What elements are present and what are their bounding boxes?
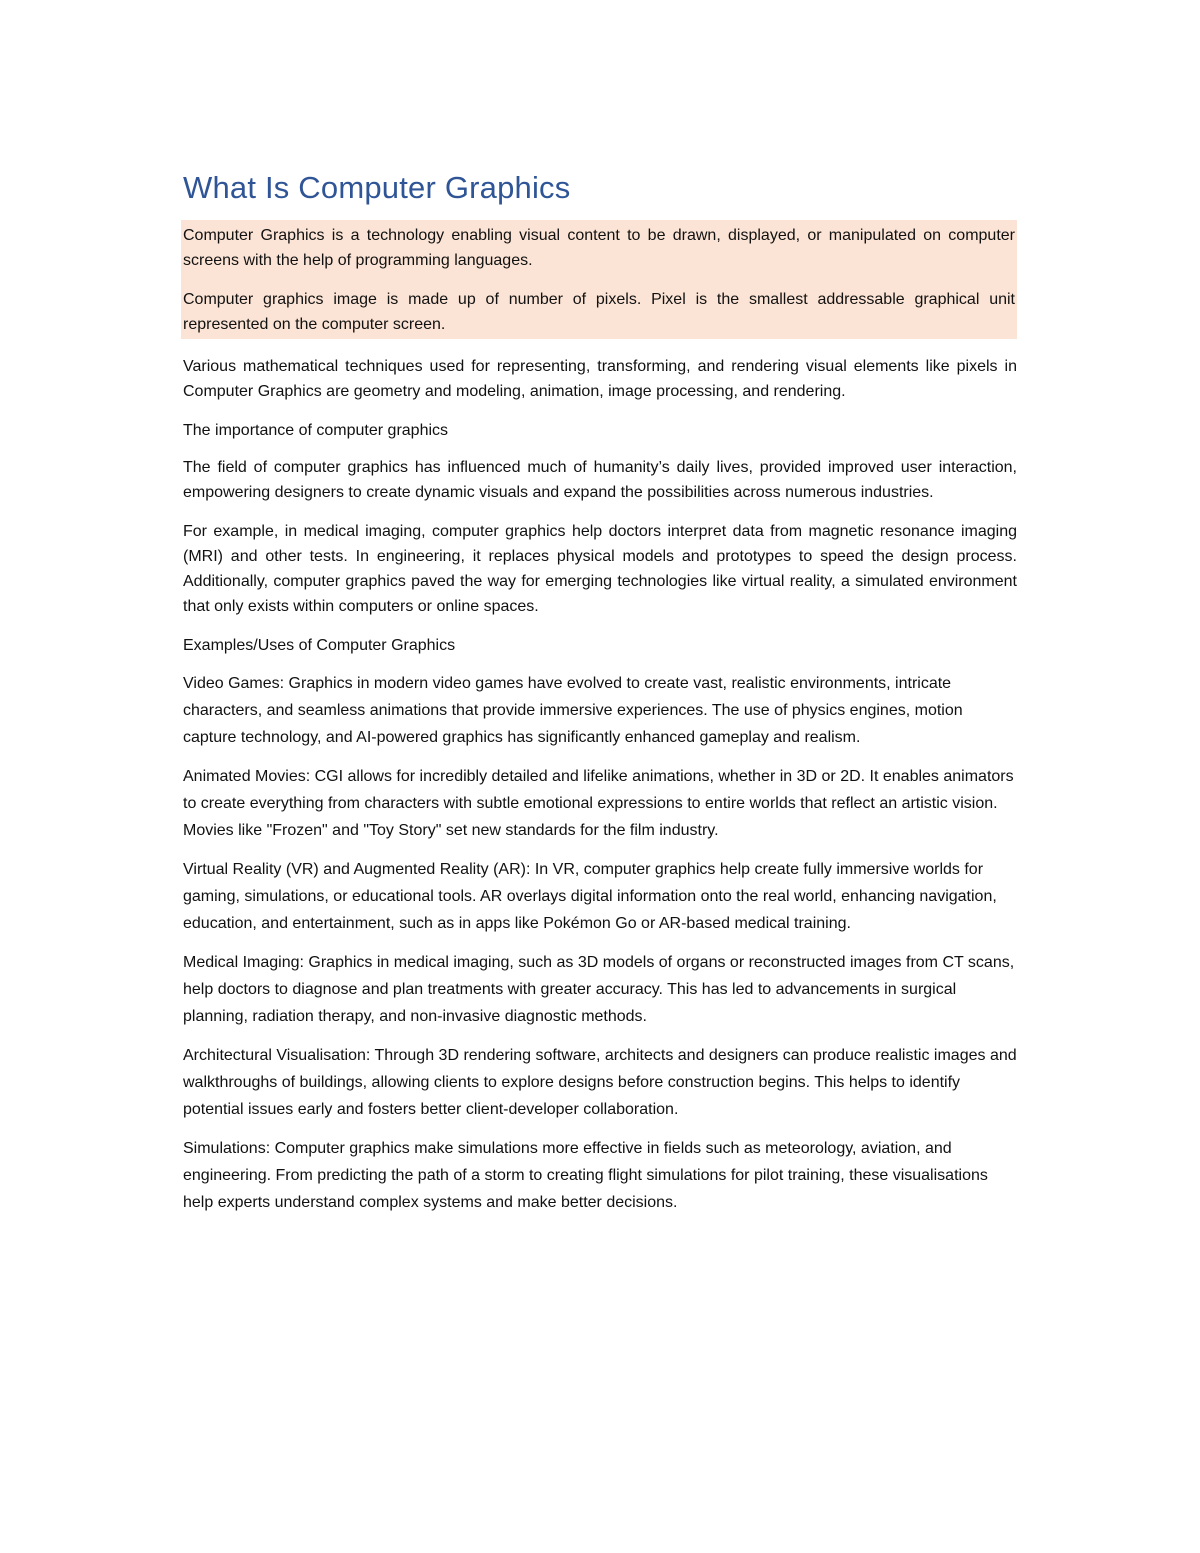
use-animated-movies: Animated Movies: CGI allows for incredibly detailed and lifelike animations, whether in 3D or 2D. It enables animators to create everything from characters with subtle emotional expressions to entire worlds that reflect an artistic vision. Movies like "Frozen" and "Toy Story" set new standards for the film industry. [183, 768, 1014, 839]
use-video-games: Video Games: Graphics in modern video games have evolved to create vast, realistic environments, intricate characters, and seamless animations that provide immersive experiences. The use of physics engines, motion capture technology, and AI-powered graphics has significantly enhanced gameplay and realism. [183, 675, 963, 746]
use-simulations: Simulations: Computer graphics make simulations more effective in fields such as meteorology, aviation, and engineering. From predicting the path of a storm to creating flight simulations for pilot training, these visualisations help experts understand complex systems and make better decisions. [183, 1140, 988, 1211]
importance-heading: The importance of computer graphics [183, 422, 449, 439]
document-title: What Is Computer Graphics [183, 170, 571, 205]
pixel-paragraph: Computer graphics image is made up of number of pixels. Pixel is the smallest addressable graphical unit represented on the computer screen. [183, 291, 1015, 333]
use-architectural-visualisation: Architectural Visualisation: Through 3D rendering software, architects and designers can produce realistic images and walkthroughs of buildings, allowing clients to explore designs before construction begins. This helps to identify potential issues early and fosters better client-developer collaboration. [183, 1047, 1017, 1118]
example-paragraph: For example, in medical imaging, computer graphics help doctors interpret data from magnetic resonance imaging (MRI) and other tests. In engineering, it replaces physical models and prototypes to speed the design process. Additionally, computer graphics paved the way for emerging technologies like virtual reality, a simulated environment that only exists within computers or online spaces. [183, 523, 1017, 615]
highlighted-definition-block [181, 220, 1017, 339]
document-page [183, 168, 1017, 1228]
definition-paragraph: Computer Graphics is a technology enabling visual content to be drawn, displayed, or manipulated on computer screens with the help of programming languages. [183, 227, 1015, 269]
techniques-paragraph: Various mathematical techniques used for representing, transforming, and rendering visual elements like pixels in Computer Graphics are geometry and modeling, animation, image processing, and rendering. [183, 358, 1017, 400]
use-medical-imaging: Medical Imaging: Graphics in medical imaging, such as 3D models of organs or reconstructed images from CT scans, help doctors to diagnose and plan treatments with greater accuracy. This has led to advancements in surgical planning, radiation therapy, and non-invasive diagnostic methods. [183, 954, 1015, 1025]
influence-paragraph: The field of computer graphics has influenced much of humanity’s daily lives, provided improved user interaction, empowering designers to create dynamic visuals and expand the possibilities across numerous industries. [183, 459, 1017, 501]
use-vr-ar: Virtual Reality (VR) and Augmented Reality (AR): In VR, computer graphics help create fully immersive worlds for gaming, simulations, or educational tools. AR overlays digital information onto the real world, enhancing navigation, education, and entertainment, such as in apps like Pokémon Go or AR-based medical training. [183, 861, 997, 932]
uses-heading: Examples/Uses of Computer Graphics [183, 637, 456, 654]
